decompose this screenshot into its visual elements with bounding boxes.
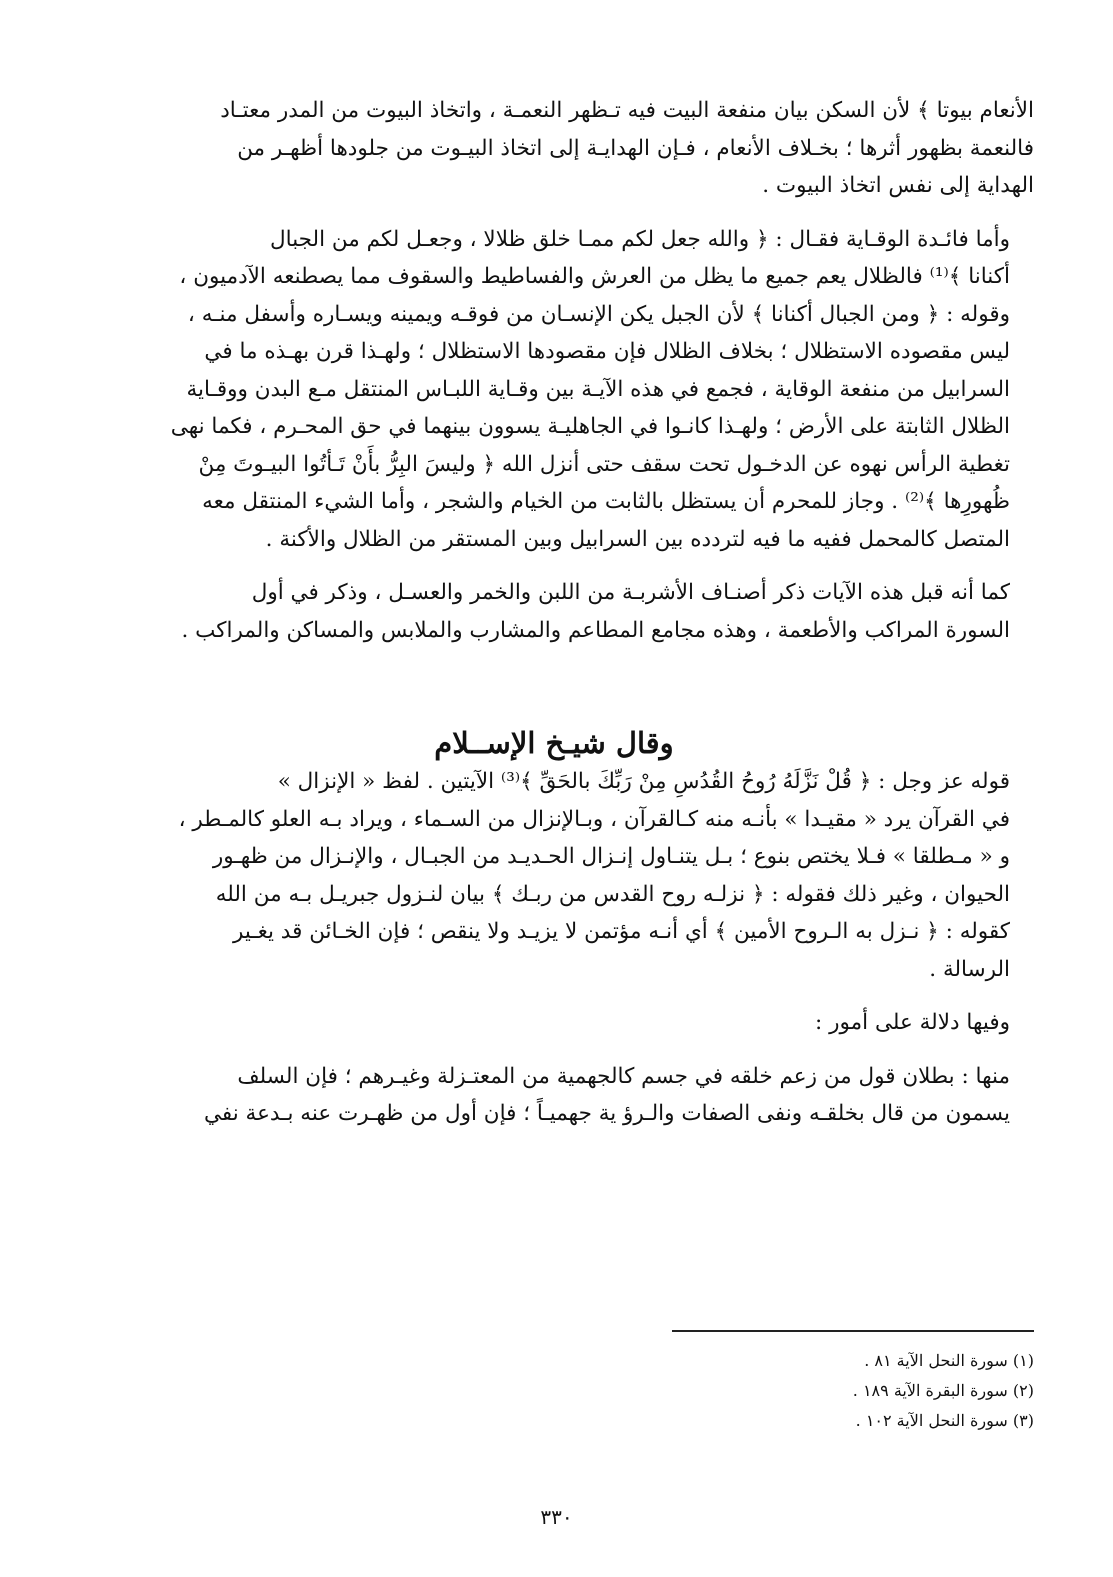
paragraph-ashriba [74, 574, 1034, 649]
text-line: ليس مقصوده الاستظلال ؛ بخلاف الظلال فإن مقصودها الاستظلال ؛ ولهـذا قرن بهـذه ما في [204, 339, 1010, 364]
text-line: و « مـطلقا » فـلا يختص بنوع ؛ بـل يتنـاول إنـزال الحـديـد من الجبـال ، والإنـزال من ظهـور [212, 844, 1010, 869]
footnote-divider [672, 1330, 1034, 1332]
section-heading: وقال شيـخ الإســلام [434, 726, 674, 760]
text-line: كقوله : ﴿ نـزل به الـروح الأمين ﴾ أي أنـه مؤتمن لا يزيـد ولا ينقص ؛ فإن الخـائن قد يغـير [232, 919, 1010, 944]
text-line: السورة المراكب والأطعمة ، وهذه مجامع المطاعم والمشارب والملابس والمساكن والمراكب . [181, 617, 1010, 643]
text-line: في القرآن يرد « مقيـدا » بأنـه منه كـالقرآن ، وبـالإنزال من السـماء ، ويراد بـه العلو كالمـطر ، [178, 806, 1010, 832]
intro-paragraph [74, 92, 1034, 205]
paragraph-dalala [74, 1004, 1034, 1042]
text-line: فالنعمة بظهور أثرها ؛ بخـلاف الأنعام ، فـإن الهدايـة إلى اتخاذ البيـوت من جلودها أظهـر من [237, 135, 1034, 161]
paragraph-wiqaya [74, 221, 1034, 559]
footnote-2: (٢) سورة البقرة الآية ١٨٩ . [852, 1381, 1034, 1400]
text-line: وفيها دلالة على أمور : [815, 1010, 1010, 1035]
footnote-3: (٣) سورة النحل الآية ١٠٢ . [855, 1411, 1034, 1430]
text-line: الأنعام بيوتا ﴾ لأن السكن بيان منفعة البيت فيه تـظهر النعمـة ، واتخاذ البيوت من المدر معتـاد [220, 98, 1034, 123]
text-line: ظُهورِها ﴾⁽²⁾ . وجاز للمحرم أن يستظل بالثابت من الخيام والشجر ، وأما الشيء المنتقل معه [202, 489, 1010, 514]
text-line: منها : بطلان قول من زعم خلقه في جسم كالجهمية من المعتـزلة وغيـرهم ؛ فإن السلف [237, 1063, 1010, 1089]
text-line: تغطية الرأس نهوه عن الدخـول تحت سقف حتى أنزل الله ﴿ وليسَ البِرُّ بأَنْ تَـأتُوا البيـوتَ مِنْ [198, 451, 1010, 477]
text-line: يسمون من قال بخلقـه ونفى الصفات والـرؤ ية جهميـاً ؛ فإن أول من ظهـرت عنه بـدعة نفي [203, 1101, 1010, 1126]
text-line: المتصل كالمحمل ففيه ما فيه لتردده بين السرابيل وبين المستقر من الظلال والأكنة . [265, 526, 1010, 552]
text-line: الهداية إلى نفس اتخاذ البيوت . [762, 173, 1034, 198]
text-line: الرسالة . [929, 956, 1010, 982]
text-line: الحيوان ، وغير ذلك فقوله : ﴿ نزلـه روح القدس من ربـك ﴾ بيان لنـزول جبريـل بـه من الله [215, 881, 1010, 907]
page-body [74, 92, 1034, 1149]
footnotes [74, 1330, 1034, 1436]
text-line: الظلال الثابتة على الأرض ؛ ولهـذا كانـوا في الجاهليـة يسوون بينهما في حق المحـرم ، فكما نهى [170, 414, 1010, 439]
text-line: أكنانا ﴾⁽¹⁾ فالظلال يعم جميع ما يظل من العرش والفساطيط والسقوف مما يصطنعه الآدميون ، [179, 264, 1010, 289]
page-number: ٣٣٠ [540, 1505, 573, 1529]
text-line: وقوله : ﴿ ومن الجبال أكنانا ﴾ لأن الجبل يكن الإنسـان من فوقـه ويمينه ويسـاره وأسفل منـه ، [187, 301, 1010, 327]
text-line: وأما فائـدة الوقـاية فقـال : ﴿ والله جعل لكم ممـا خلق ظلالا ، وجعـل لكم من الجبال [270, 226, 1010, 252]
paragraph-inzal [74, 763, 1034, 988]
text-line: قوله عز وجل : ﴿ قُلْ نَزَّلَهُ رُوحُ القُدُسِ مِنْ رَبِّكَ بالحَقِّ ﴾⁽³⁾ الآيتين . لفظ « الإنزال » [277, 769, 1010, 794]
text-line: السرابيل من منفعة الوقاية ، فجمع في هذه الآيـة بين وقـاية اللبـاس المنتقل مـع البدن ووقـاية [186, 376, 1010, 402]
paragraph-minha [74, 1058, 1034, 1133]
text-line: كما أنه قبل هذه الآيات ذكر أصنـاف الأشربـة من اللبن والخمر والعسـل ، وذكر في أول [251, 580, 1010, 605]
footnote-1: (١) سورة النحل الآية ٨١ . [864, 1351, 1034, 1370]
